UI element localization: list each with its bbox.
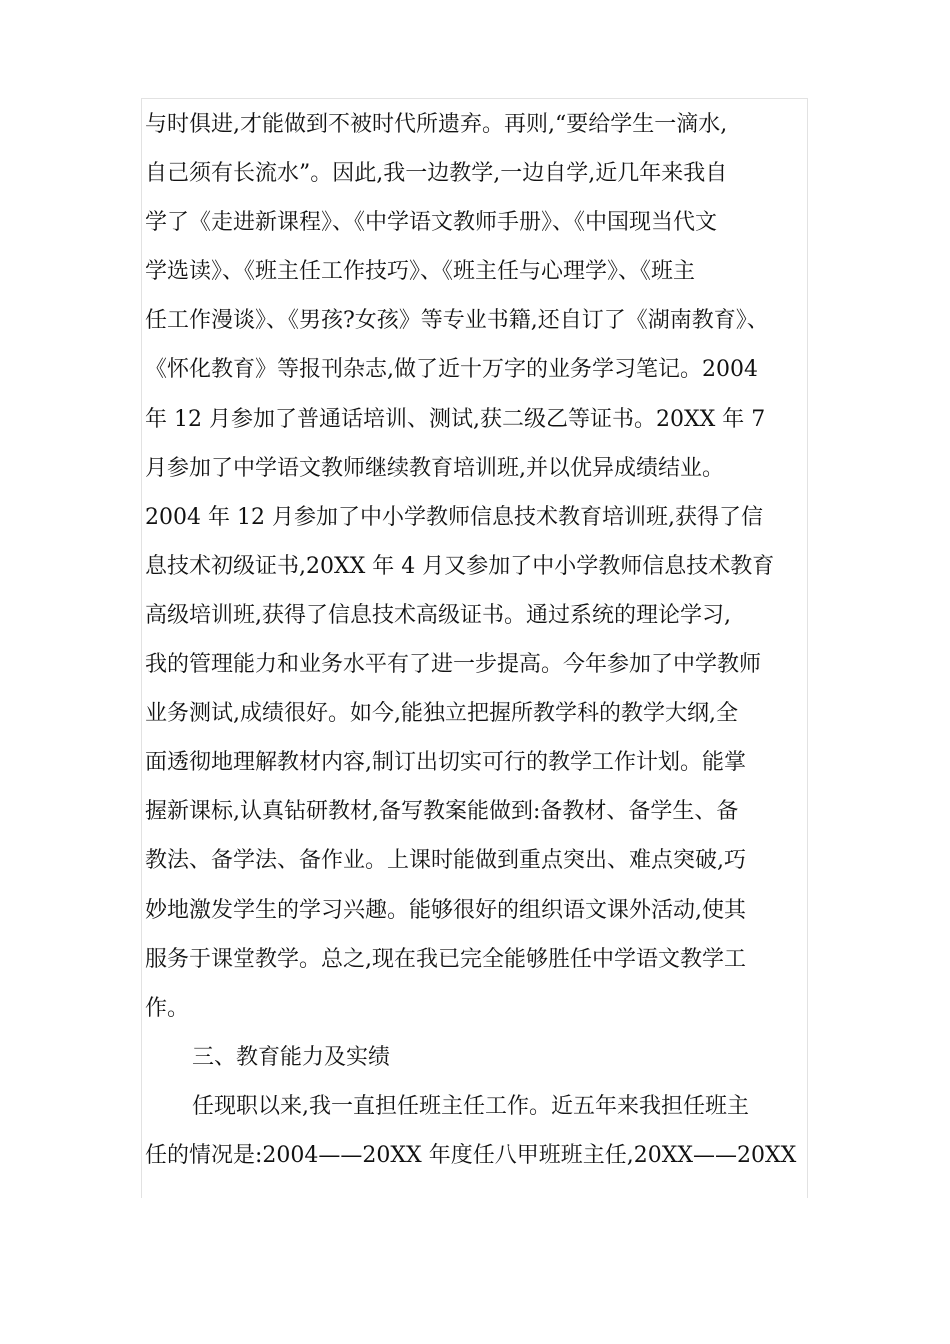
document-body [145, 100, 810, 1180]
paragraph-line: 息技术初级证书,20XX 年 4 月又参加了中小学教师信息技术教育 [145, 553, 775, 579]
paragraph-line: 与时俱进,才能做到不被时代所遗弃。再则,“要给学生一滴水, [145, 112, 728, 137]
paragraph-line: 妙地激发学生的学习兴趣。能够很好的组织语文课外活动,使其 [145, 897, 746, 923]
paragraph-line: 任工作漫谈》、《男孩?女孩》等专业书籍,还自订了《湖南教育》、 [145, 308, 769, 334]
paragraph-line: 握新课标,认真钻研教材,备写教案能做到:备教材、备学生、备 [145, 799, 739, 825]
paragraph-line: 任的情况是:2004——20XX 年度任八甲班班主任,20XX——20XX [145, 1142, 797, 1168]
paragraph-line: 《怀化教育》等报刊杂志,做了近十万字的业务学习笔记。2004 [145, 357, 758, 383]
paragraph-line: 学选读》、《班主任工作技巧》、《班主任与心理学》、《班主 [145, 259, 696, 285]
paragraph-line: 我的管理能力和业务水平有了进一步提高。今年参加了中学教师 [145, 652, 762, 678]
paragraph-line: 月参加了中学语文教师继续教育培训班,并以优异成绩结业。 [145, 455, 724, 481]
paragraph-line: 服务于课堂教学。总之,现在我已完全能够胜任中学语文教学工 [145, 946, 746, 972]
paragraph-line: 自己须有长流水”。因此,我一边教学,一边自学,近几年来我自 [145, 161, 728, 187]
paragraph-line: 面透彻地理解教材内容,制订出切实可行的教学工作计划。能掌 [145, 750, 746, 776]
paragraph-line: 年 12 月参加了普通话培训、测试,获二级乙等证书。20XX 年 7 [145, 406, 766, 432]
paragraph-line: 教法、备学法、备作业。上课时能做到重点突出、难点突破,巧 [145, 848, 746, 874]
paragraph-line-indented: 任现职以来,我一直担任班主任工作。近五年来我担任班主 [192, 1093, 749, 1119]
paragraph-line: 高级培训班,获得了信息技术高级证书。通过系统的理论学习, [145, 602, 731, 628]
paragraph-line: 业务测试,成绩很好。如今,能独立把握所教学科的教学大纲,全 [145, 701, 738, 727]
paragraph-line: 作。 [145, 995, 190, 1021]
paragraph-line-indented: 三、教育能力及实绩 [192, 1044, 391, 1070]
paragraph-line: 学了《走进新课程》、《中学语文教师手册》、《中国现当代文 [145, 210, 718, 236]
paragraph-line: 2004 年 12 月参加了中小学教师信息技术教育培训班,获得了信 [145, 504, 763, 530]
